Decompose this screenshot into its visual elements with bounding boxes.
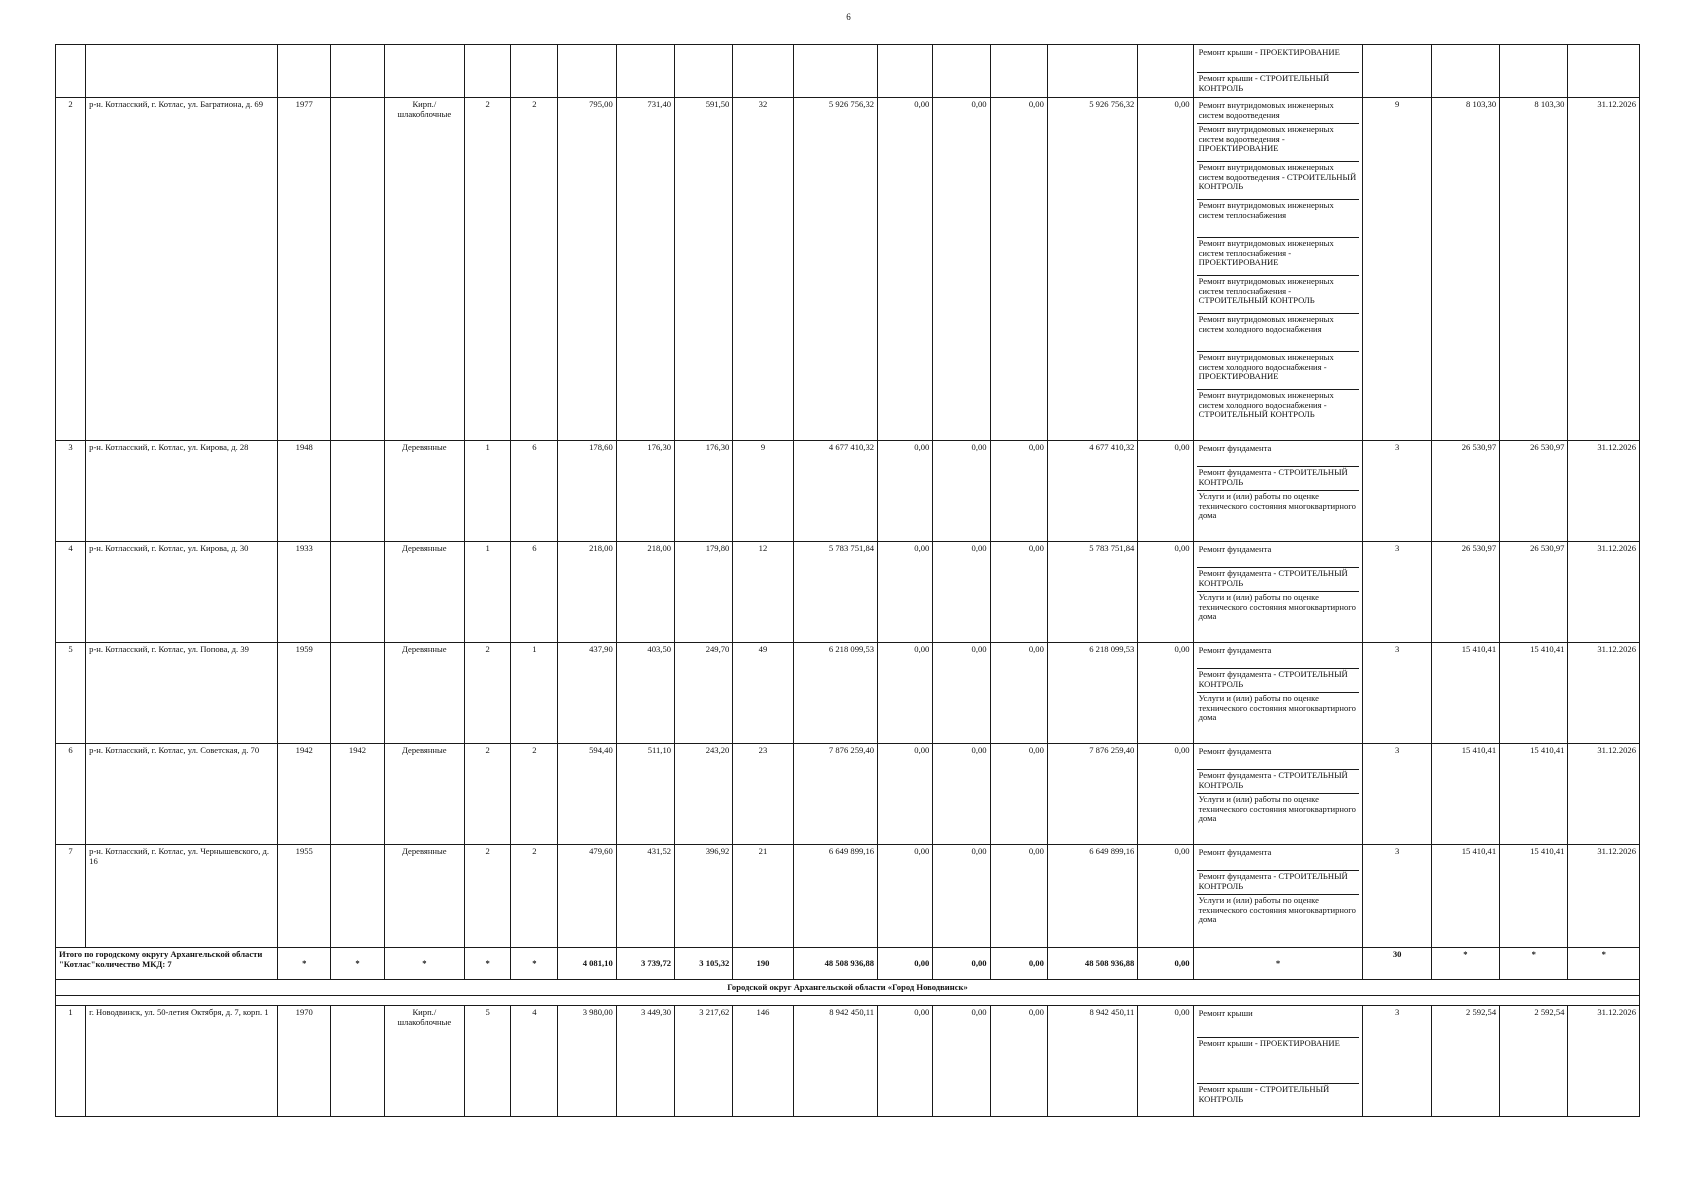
year-built: 1933 (278, 542, 331, 643)
year-reconstruction (331, 643, 384, 744)
work-item: Ремонт внутридомовых инженерных систем водоотведения - ПРОЕКТИРОВАНИЕ (1197, 124, 1360, 162)
fund-amount: 0,00 (878, 98, 933, 441)
budget-local: 0,00 (990, 441, 1047, 542)
fund-amount: 0,00 (878, 744, 933, 845)
total-budget-local: 0,00 (990, 948, 1047, 980)
work-count: 3 (1363, 1006, 1431, 1117)
unit-cost: 26 530,97 (1431, 441, 1499, 542)
residents-count: 32 (733, 98, 793, 441)
fund-amount: 0,00 (878, 643, 933, 744)
work-item: Ремонт фундамента - СТРОИТЕЛЬНЫЙ КОНТРОЛЬ (1197, 770, 1360, 794)
floors-count: 2 (465, 98, 511, 441)
work-item: Ремонт фундамента (1197, 443, 1360, 467)
work-item: Ремонт крыши - СТРОИТЕЛЬНЫЙ КОНТРОЛЬ (1198, 73, 1330, 93)
cost-total: 6 649 899,16 (793, 845, 877, 948)
floors-count: 2 (465, 744, 511, 845)
house-row (56, 542, 1640, 643)
total-star: * (1431, 948, 1499, 980)
area-living: 3 217,62 (675, 1006, 733, 1117)
max-cost: 15 410,41 (1500, 643, 1568, 744)
total-work-count: 30 (1363, 948, 1431, 980)
total-star: * (465, 948, 511, 980)
page-number: 6 (846, 12, 851, 22)
other-amount: 0,00 (1138, 542, 1193, 643)
year-reconstruction (331, 98, 384, 441)
house-row (56, 98, 1640, 441)
works-cell (1193, 542, 1363, 643)
max-cost: 15 410,41 (1500, 744, 1568, 845)
total-star: * (1568, 948, 1640, 980)
other-amount: 0,00 (1138, 98, 1193, 441)
house-address: р-н. Котласский, г. Котлас, ул. Кирова, д. 30 (86, 542, 278, 643)
area-total: 795,00 (558, 98, 616, 441)
budget-subject: 0,00 (933, 643, 990, 744)
budget-subject: 0,00 (933, 845, 990, 948)
max-cost: 26 530,97 (1500, 441, 1568, 542)
budget-subject: 0,00 (933, 744, 990, 845)
house-address: р-н. Котласский, г. Котлас, ул. Попова, д. 39 (86, 643, 278, 744)
deadline: 31.12.2026 (1568, 643, 1640, 744)
area-total: 437,90 (558, 643, 616, 744)
cost-total: 5 783 751,84 (793, 542, 877, 643)
entrances-count: 2 (511, 744, 558, 845)
owners-funds: 6 218 099,53 (1047, 643, 1137, 744)
residents-count: 9 (733, 441, 793, 542)
works-cell (1193, 441, 1363, 542)
budget-subject: 0,00 (933, 542, 990, 643)
owners-funds: 4 677 410,32 (1047, 441, 1137, 542)
works-cell (1193, 643, 1363, 744)
area-living: 249,70 (675, 643, 733, 744)
work-item: Ремонт крыши - ПРОЕКТИРОВАНИЕ (1197, 47, 1360, 73)
floors-count: 2 (465, 845, 511, 948)
work-item: Услуги и (или) работы по оценке технического состояния многоквартирного дома (1198, 794, 1356, 824)
fund-amount: 0,00 (878, 542, 933, 643)
owners-funds: 8 942 450,11 (1047, 1006, 1137, 1117)
work-item: Ремонт внутридомовых инженерных систем холодного водоснабжения (1197, 314, 1360, 352)
year-reconstruction (331, 1006, 384, 1117)
spacer-cell (56, 996, 1640, 1006)
owners-funds: 5 926 756,32 (1047, 98, 1137, 441)
deadline: 31.12.2026 (1568, 98, 1640, 441)
works-cell (1193, 45, 1363, 98)
work-count: 3 (1363, 845, 1431, 948)
budget-subject: 0,00 (933, 98, 990, 441)
year-built: 1948 (278, 441, 331, 542)
area-living: 176,30 (675, 441, 733, 542)
budget-local: 0,00 (990, 744, 1047, 845)
work-item: Услуги и (или) работы по оценке технического состояния многоквартирного дома (1198, 491, 1356, 521)
house-number: 4 (56, 542, 86, 643)
residents-count: 21 (733, 845, 793, 948)
wall-material: Кирп./шлакоблочные (384, 1006, 464, 1117)
total-budget-subject: 0,00 (933, 948, 990, 980)
house-address: г. Новодвинск, ул. 50-летия Октября, д. 7, корп. 1 (86, 1006, 278, 1117)
house-number: 3 (56, 441, 86, 542)
wall-material: Деревянные (384, 643, 464, 744)
works-cell (1193, 1006, 1363, 1117)
house-address: р-н. Котласский, г. Котлас, ул. Советская, д. 70 (86, 744, 278, 845)
year-reconstruction (331, 441, 384, 542)
budget-local: 0,00 (990, 643, 1047, 744)
total-owners-funds: 48 508 936,88 (1047, 948, 1137, 980)
year-built: 1970 (278, 1006, 331, 1117)
work-item: Ремонт внутридомовых инженерных систем холодного водоснабжения - СТРОИТЕЛЬНЫЙ КОНТРОЛЬ (1198, 390, 1334, 420)
year-reconstruction: 1942 (331, 744, 384, 845)
cost-total: 7 876 259,40 (793, 744, 877, 845)
work-item: Ремонт внутридомовых инженерных систем холодного водоснабжения - ПРОЕКТИРОВАНИЕ (1197, 352, 1360, 390)
fund-amount: 0,00 (878, 845, 933, 948)
total-cost: 48 508 936,88 (793, 948, 877, 980)
deadline: 31.12.2026 (1568, 542, 1640, 643)
budget-subject: 0,00 (933, 1006, 990, 1117)
house-row (56, 744, 1640, 845)
house-number: 2 (56, 98, 86, 441)
floors-count: 5 (465, 1006, 511, 1117)
max-cost: 2 592,54 (1500, 1006, 1568, 1117)
wall-material: Деревянные (384, 845, 464, 948)
work-item: Ремонт фундамента (1197, 847, 1360, 871)
deadline: 31.12.2026 (1568, 744, 1640, 845)
total-star: * (384, 948, 464, 980)
house-number: 6 (56, 744, 86, 845)
year-reconstruction (331, 845, 384, 948)
house-number: 7 (56, 845, 86, 948)
year-built: 1959 (278, 643, 331, 744)
total-star: * (278, 948, 331, 980)
cost-total: 8 942 450,11 (793, 1006, 877, 1117)
area-premises: 511,10 (616, 744, 674, 845)
total-area-total: 4 081,10 (558, 948, 616, 980)
other-amount: 0,00 (1138, 1006, 1193, 1117)
year-built: 1942 (278, 744, 331, 845)
work-item: Ремонт крыши - ПРОЕКТИРОВАНИЕ (1197, 1038, 1360, 1084)
area-premises: 403,50 (616, 643, 674, 744)
entrances-count: 6 (511, 441, 558, 542)
total-residents: 190 (733, 948, 793, 980)
area-total: 3 980,00 (558, 1006, 616, 1117)
work-item: Услуги и (или) работы по оценке технического состояния многоквартирного дома (1198, 895, 1356, 925)
owners-funds: 6 649 899,16 (1047, 845, 1137, 948)
residents-count: 12 (733, 542, 793, 643)
budget-subject: 0,00 (933, 441, 990, 542)
total-star: * (511, 948, 558, 980)
wall-material: Кирп./шлакоблочные (384, 98, 464, 441)
entrances-count: 2 (511, 845, 558, 948)
total-area-premises: 3 739,72 (616, 948, 674, 980)
work-item: Ремонт крыши - СТРОИТЕЛЬНЫЙ КОНТРОЛЬ (1198, 1084, 1330, 1104)
area-living: 179,80 (675, 542, 733, 643)
year-reconstruction (331, 542, 384, 643)
year-built: 1955 (278, 845, 331, 948)
house-address: р-н. Котласский, г. Котлас, ул. Кирова, д. 28 (86, 441, 278, 542)
house-row (56, 1006, 1640, 1117)
area-total: 479,60 (558, 845, 616, 948)
area-living: 396,92 (675, 845, 733, 948)
budget-local: 0,00 (990, 98, 1047, 441)
owners-funds: 5 783 751,84 (1047, 542, 1137, 643)
deadline: 31.12.2026 (1568, 845, 1640, 948)
work-item: Ремонт внутридомовых инженерных систем теплоснабжения (1197, 200, 1360, 238)
max-cost: 26 530,97 (1500, 542, 1568, 643)
unit-cost: 15 410,41 (1431, 744, 1499, 845)
max-cost: 8 103,30 (1500, 98, 1568, 441)
entrances-count: 2 (511, 98, 558, 441)
total-area-living: 3 105,32 (675, 948, 733, 980)
owners-funds: 7 876 259,40 (1047, 744, 1137, 845)
work-item: Услуги и (или) работы по оценке технического состояния многоквартирного дома (1198, 592, 1356, 622)
area-premises: 731,40 (616, 98, 674, 441)
house-address: р-н. Котласский, г. Котлас, ул. Чернышевского, д. 16 (86, 845, 278, 948)
fund-amount: 0,00 (878, 441, 933, 542)
unit-cost: 26 530,97 (1431, 542, 1499, 643)
other-amount: 0,00 (1138, 643, 1193, 744)
other-amount: 0,00 (1138, 845, 1193, 948)
total-row (56, 948, 1640, 980)
wall-material: Деревянные (384, 744, 464, 845)
other-amount: 0,00 (1138, 441, 1193, 542)
budget-local: 0,00 (990, 1006, 1047, 1117)
work-item: Ремонт фундамента - СТРОИТЕЛЬНЫЙ КОНТРОЛЬ (1197, 467, 1360, 491)
area-premises: 3 449,30 (616, 1006, 674, 1117)
work-item: Ремонт фундамента (1197, 544, 1360, 568)
work-item: Ремонт фундамента - СТРОИТЕЛЬНЫЙ КОНТРОЛЬ (1197, 871, 1360, 895)
floors-count: 1 (465, 542, 511, 643)
unit-cost: 2 592,54 (1431, 1006, 1499, 1117)
cost-total: 4 677 410,32 (793, 441, 877, 542)
deadline: 31.12.2026 (1568, 441, 1640, 542)
budget-local: 0,00 (990, 845, 1047, 948)
section-row (56, 980, 1640, 996)
total-star: * (331, 948, 384, 980)
area-premises: 176,30 (616, 441, 674, 542)
work-item: Ремонт фундамента - СТРОИТЕЛЬНЫЙ КОНТРОЛЬ (1197, 669, 1360, 693)
house-number: 1 (56, 1006, 86, 1117)
repair-program-table (55, 44, 1640, 1117)
entrances-count: 6 (511, 542, 558, 643)
house-number: 5 (56, 643, 86, 744)
deadline: 31.12.2026 (1568, 1006, 1640, 1117)
residents-count: 49 (733, 643, 793, 744)
floors-count: 2 (465, 643, 511, 744)
section-title: Городской округ Архангельской области «Город Новодвинск» (56, 980, 1640, 996)
entrances-count: 4 (511, 1006, 558, 1117)
house-row (56, 845, 1640, 948)
continuation-row (56, 45, 1640, 98)
work-count: 3 (1363, 542, 1431, 643)
work-count: 3 (1363, 744, 1431, 845)
work-item: Ремонт фундамента (1197, 645, 1360, 669)
area-living: 591,50 (675, 98, 733, 441)
works-cell (1193, 845, 1363, 948)
area-living: 243,20 (675, 744, 733, 845)
house-row (56, 441, 1640, 542)
house-row (56, 643, 1640, 744)
cost-total: 6 218 099,53 (793, 643, 877, 744)
area-total: 178,60 (558, 441, 616, 542)
unit-cost: 8 103,30 (1431, 98, 1499, 441)
unit-cost: 15 410,41 (1431, 845, 1499, 948)
work-count: 3 (1363, 441, 1431, 542)
residents-count: 146 (733, 1006, 793, 1117)
spacer-row (56, 996, 1640, 1006)
max-cost: 15 410,41 (1500, 845, 1568, 948)
total-other: 0,00 (1138, 948, 1193, 980)
cost-total: 5 926 756,32 (793, 98, 877, 441)
works-cell (1193, 98, 1363, 441)
work-item: Ремонт фундамента (1197, 746, 1360, 770)
entrances-count: 1 (511, 643, 558, 744)
work-item: Ремонт внутридомовых инженерных систем теплоснабжения - СТРОИТЕЛЬНЫЙ КОНТРОЛЬ (1197, 276, 1360, 314)
work-item: Ремонт внутридомовых инженерных систем водоотведения - СТРОИТЕЛЬНЫЙ КОНТРОЛЬ (1197, 162, 1360, 200)
area-total: 594,40 (558, 744, 616, 845)
other-amount: 0,00 (1138, 744, 1193, 845)
residents-count: 23 (733, 744, 793, 845)
work-item: Услуги и (или) работы по оценке технического состояния многоквартирного дома (1198, 693, 1356, 723)
work-item: Ремонт крыши (1197, 1008, 1360, 1038)
area-premises: 431,52 (616, 845, 674, 948)
work-item: Ремонт внутридомовых инженерных систем водоотведения (1197, 100, 1360, 124)
total-star: * (1193, 948, 1363, 980)
fund-amount: 0,00 (878, 1006, 933, 1117)
year-built: 1977 (278, 98, 331, 441)
budget-local: 0,00 (990, 542, 1047, 643)
total-label: Итого по городскому округу Архангельской области "Котлас"количество МКД: 7 (56, 948, 278, 980)
work-count: 9 (1363, 98, 1431, 441)
total-fund: 0,00 (878, 948, 933, 980)
total-star: * (1500, 948, 1568, 980)
floors-count: 1 (465, 441, 511, 542)
unit-cost: 15 410,41 (1431, 643, 1499, 744)
work-item: Ремонт фундамента - СТРОИТЕЛЬНЫЙ КОНТРОЛЬ (1197, 568, 1360, 592)
area-premises: 218,00 (616, 542, 674, 643)
works-cell (1193, 744, 1363, 845)
area-total: 218,00 (558, 542, 616, 643)
wall-material: Деревянные (384, 441, 464, 542)
house-address: р-н. Котласский, г. Котлас, ул. Багратиона, д. 69 (86, 98, 278, 441)
work-count: 3 (1363, 643, 1431, 744)
wall-material: Деревянные (384, 542, 464, 643)
work-item: Ремонт внутридомовых инженерных систем теплоснабжения - ПРОЕКТИРОВАНИЕ (1197, 238, 1360, 276)
